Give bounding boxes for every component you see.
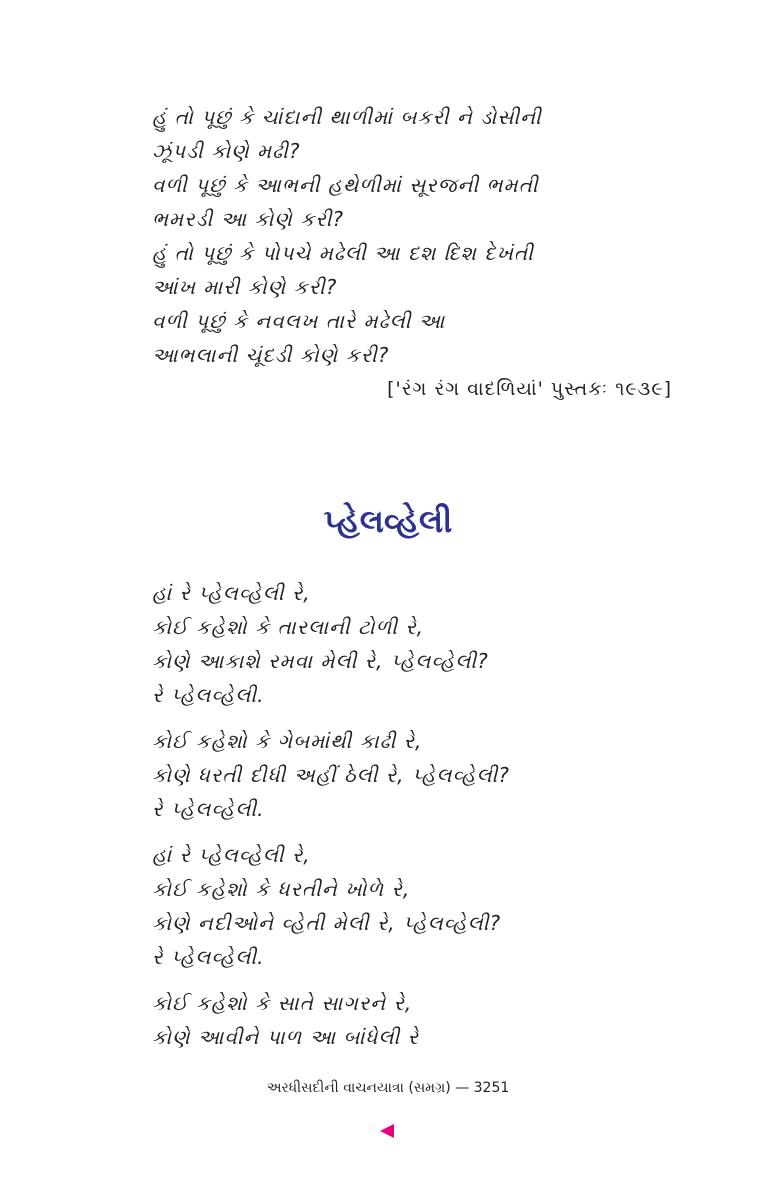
poem-line: આંખ મારી કોણે કરી? (152, 275, 338, 299)
poem-line: કોણે ધરતી દીધી અહીં ઠેલી રે, પ્હેલવ્હેલી? (152, 763, 510, 787)
poem-line: કોણે આકાશે રમવા મેલી રે, પ્હેલવ્હેલી? (152, 649, 489, 673)
stanza (152, 724, 510, 826)
poem-line: હું તો પૂછું કે પોપચે મઢેલી આ દશ દિશ દેખંતી (152, 241, 534, 265)
poem-line: હાં રે પ્હેલવ્હેલી રે, (152, 843, 311, 867)
poem-line: હું તો પૂછું કે ચાંદાની થાળીમાં બકરી ને ડોસીની (152, 105, 542, 129)
poem-line: ભમરડી આ કોણે કરી? (152, 207, 345, 231)
poem-line: વળી પૂછું કે નવલખ તારે મઢેલી આ (152, 309, 446, 333)
page-footer: અરધીસદીની વાચનયાત્રા (સમગ્ર) — 3251 (266, 1080, 510, 1096)
poem-line: હાં રે પ્હેલવ્હેલી રે, (152, 581, 311, 605)
poem-line: કોણે નદીઓને વ્હેતી મેલી રે, પ્હેલવ્હેલી? (152, 911, 502, 935)
poem-line: વળી પૂછું કે આભની હથેળીમાં સૂરજની ભમતી (152, 173, 539, 197)
stanza (152, 576, 510, 712)
poem-line: રે પ્હેલવ્હેલી. (152, 683, 265, 707)
stanza (152, 986, 510, 1054)
poem-line: રે પ્હેલવ્હેલી. (152, 797, 265, 821)
poem-line: ઝૂંપડી કોણે મઢી? (152, 139, 301, 163)
poem-line: કોઈ કહેશો કે ગેબમાંથી કાઢી રે, (152, 729, 423, 753)
poem-line: કોઈ કહેશો કે સાતે સાગરને રે, (152, 991, 413, 1015)
poem-title: પ્હેલવ્હેલી (323, 502, 453, 540)
poem-line: કોઈ કહેશો કે ધરતીને ખોળે રે, (152, 877, 411, 901)
source-citation: ['રંગ રંગ વાદળિયાં' પુસ્તકઃ ૧૯૩૯] (387, 378, 672, 400)
poem-line: કોણે આવીને પાળ આ બાંધેલી રે (152, 1025, 419, 1049)
left-triangle-icon[interactable] (380, 1124, 394, 1138)
poem-2 (152, 576, 510, 1066)
poem-line: આભલાની ચૂંદડી કોણે કરી? (152, 343, 390, 367)
poem-line: રે પ્હેલવ્હેલી. (152, 945, 265, 969)
stanza (152, 838, 510, 974)
poem-1 (152, 100, 542, 372)
poem-line: કોઈ કહેશો કે તારલાની ટોળી રે, (152, 615, 425, 639)
